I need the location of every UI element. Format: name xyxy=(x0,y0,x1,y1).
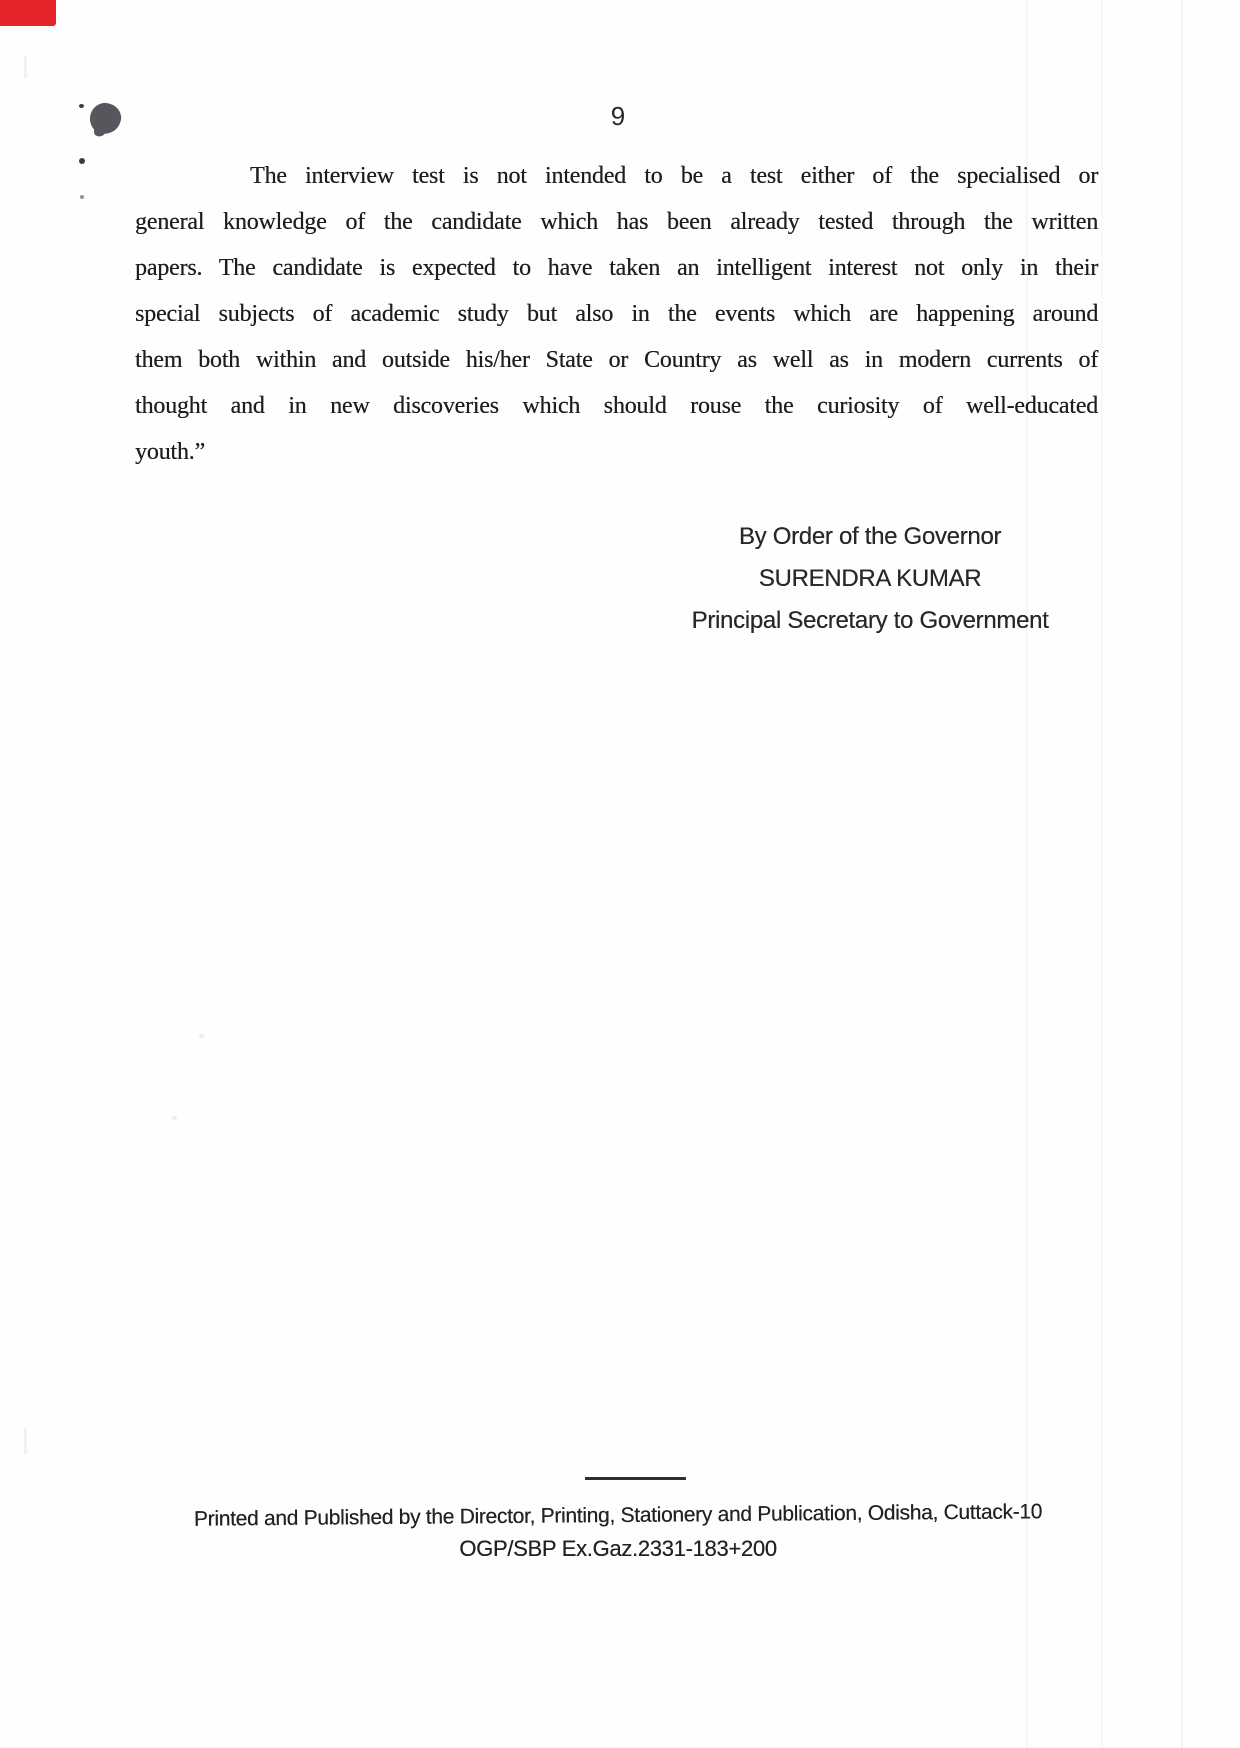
ink-dot-artifact xyxy=(79,158,85,164)
scan-speck xyxy=(172,1116,177,1120)
scan-speck xyxy=(199,1034,204,1038)
footer-imprint: Printed and Published by the Director, Printing, Stationery and Publication, Odisha, Cuttack-10 xyxy=(193,1500,1043,1531)
ink-blob-tail xyxy=(94,127,106,137)
ink-blob-artifact xyxy=(88,101,123,136)
scan-edge-mark xyxy=(24,56,27,78)
footer-gazette-code: OGP/SBP Ex.Gaz.2331-183+200 xyxy=(459,1536,777,1561)
ink-dot-artifact xyxy=(79,104,84,108)
paragraph-line: The interview test is not intended to be a test either of the specialised or xyxy=(250,163,1098,189)
paragraph-line: thought and in new discoveries which should rouse the curiosity of well-educated xyxy=(135,393,1098,419)
signatory-name: SURENDRA KUMAR xyxy=(758,565,982,592)
page-number: 9 xyxy=(610,101,626,131)
ink-dot-artifact xyxy=(80,195,84,199)
signature-block xyxy=(620,516,1120,642)
paragraph-line: youth.” xyxy=(135,439,205,465)
paragraph-line: papers. The candidate is expected to have taken an intelligent interest not only in their xyxy=(135,255,1098,281)
paragraph-line: special subjects of academic study but also in the events which are happening around xyxy=(135,301,1098,327)
scan-fold-line xyxy=(1181,0,1183,1748)
signature-order-line: By Order of the Governor xyxy=(738,523,1002,550)
paragraph-line: them both within and outside his/her State or Country as well as in modern currents of xyxy=(135,347,1098,373)
paragraph-line: general knowledge of the candidate which has been already tested through the written xyxy=(135,209,1098,235)
main-paragraph xyxy=(135,153,1098,475)
footer xyxy=(135,1499,1101,1565)
scan-fold-line xyxy=(1101,0,1103,1748)
red-corner-mark xyxy=(0,0,56,26)
signatory-title: Principal Secretary to Government xyxy=(691,607,1049,634)
footer-divider xyxy=(585,1477,686,1480)
scan-edge-mark xyxy=(24,1428,27,1454)
